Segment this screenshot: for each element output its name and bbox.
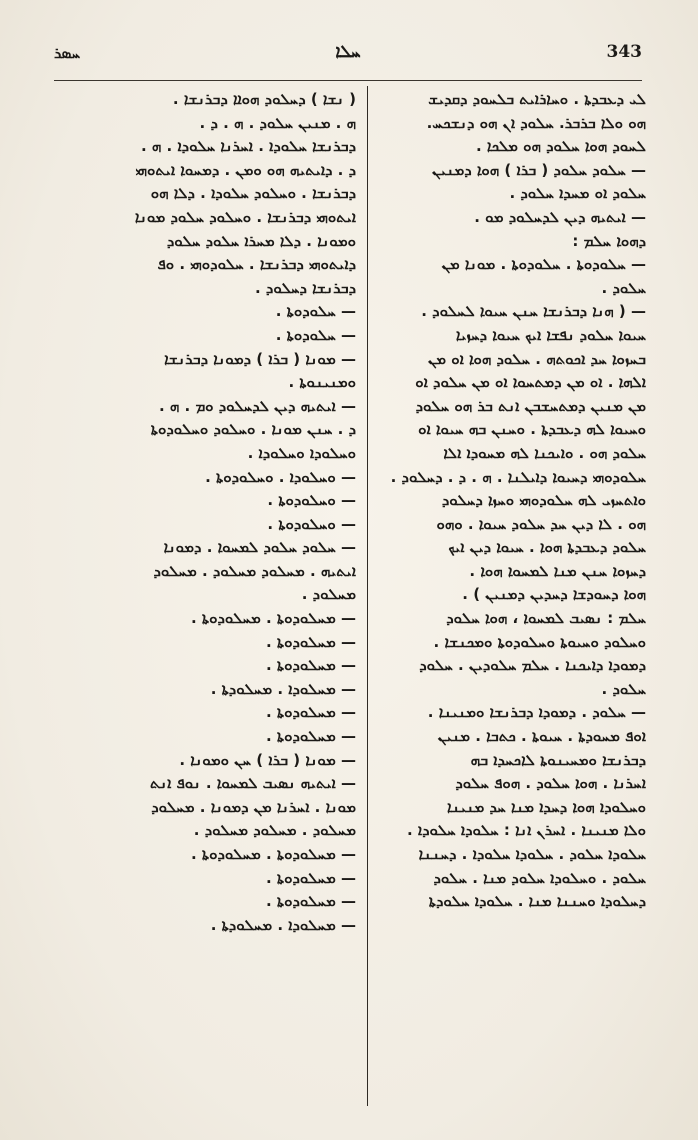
text-line: — ܡܚܠܘܕܘܬܐ . xyxy=(266,632,356,651)
text-line: ܕܗܘܐ ܚܠܡ : xyxy=(572,231,646,250)
text-line: — ܡܚܠܘܕܘܬܐ . xyxy=(266,703,356,722)
text-line: ܚܝܘܐ ܚܠܘܕ ܢܦܫܐ ܐܝܟ ܚܝܘܐ ܕܚܙܝܐ xyxy=(455,325,646,344)
text-line: ( ܢܫܐ ) ܕܚܠܘܕ ܗܘܐܐ ܕܒܪܢܫܐ . xyxy=(172,90,356,108)
text-line: ܕܐܝܬܘܗܝ ܕܒܪܢܫܐ . ܚܠܘܕܘܗܝ . ܘܦ xyxy=(157,255,356,274)
text-line: ܗܘܐ ܕܚܘܕܫܐ ܕܚܕܝܢ ܕܡܢܝܢ ) . xyxy=(462,585,646,604)
column-divider xyxy=(367,86,368,1106)
text-line: ܡܚܠܘܕ . ܡܚܠܘܕ ܡܚܠܘܕ . xyxy=(193,821,356,840)
text-line: ܡܘܢܐ . ܐܚܪܢܐ ܡܢ ܕܡܘܢܐ . ܡܚܠܘܕ xyxy=(151,797,356,816)
text-line: — ܚܠܘܕ ܚܠܘܕ ( ܒܪܐ ) ܗܘܐ ܕܡܢܝܢ xyxy=(432,160,646,179)
text-line: — ܡܘܢܐ ( ܒܪܐ ) ܚܢ ܘܡܘܢܐ . xyxy=(179,750,356,769)
text-line: ܕܒܪܢܫܐ ܕܚܠܘܕ . xyxy=(255,278,356,297)
text-line: — ܡܚܠܘܕܘܬܐ . ܡܚܠܘܕܘܬܐ . xyxy=(191,609,356,628)
text-line: — ܡܚܠܘܕܐ . ܡܚܠܘܕܬܐ . xyxy=(210,679,356,698)
text-line: — ܡܘܢܐ ( ܒܪܐ ) ܕܡܘܢܐ ܕܒܪܢܫܐ xyxy=(164,349,356,368)
text-line: ܕ . ܕܐܝܬܝܗ ܗܘ ܘܡܢ . ܕܡܚܘܐ ܐܝܬܘܗܝ xyxy=(135,160,356,179)
text-line: ܚܠܘܕ . xyxy=(601,278,646,297)
right-text-column xyxy=(380,88,646,914)
text-line: ܡܢ ܡܢܝܢ ܕܡܬܚܫܒܢ ܐܢܬ ܒܪ ܗܘ ܚܠܘܕ xyxy=(415,396,646,415)
left-text-column xyxy=(60,88,356,937)
text-line: — ܚܠܘܕ . ܕܡܘܕܐ ܕܒܪܢܫܐ ܘܡܢܝܢܐ . xyxy=(427,703,646,722)
text-line: ܗ . ܡܢܝܢ ܚܠܘܕ . ܗ . ܕ . xyxy=(199,113,356,132)
text-line: ܚܠܘܕ ܐܘ ܡܚܕܐ ܚܠܘܕ . xyxy=(509,184,646,203)
text-line: — ܘܚܠܘܕܘܬܐ . xyxy=(267,514,356,533)
text-line: — ( ܗܢܐ ܕܒܪܢܫܐ ܚܢܢ ܚܝܘܐ ܠܚܠܘܕ . xyxy=(421,302,646,321)
text-line: ܕܡܘܕܐ ܕܐܝܟܢܐ . ܚܠܡ ܚܠܘܕܝܢ . ܚܠܘܕ xyxy=(419,656,646,675)
text-line: ܠܚܘܕ ܗܘܐ ܚܠܘܕ ܗܘ ܡܠܟܐ . xyxy=(476,137,646,156)
text-line: ܕ . ܚܢܢ ܡܘܢܐ . ܘܚܠܘܕ ܘܚܠܘܕܘܬܐ xyxy=(150,420,356,439)
text-line: ܘܐܬܚܙܝ ܠܗ ܚܠܘܕܘܗܝ ܘܚܙܐ ܕܚܠܘܕ xyxy=(441,491,646,510)
text-line: ܚܠܡ : ܢܣܝܒ ܠܡܚܘܐ ، ܗܘܐ ܚܠܘܕ xyxy=(446,609,646,628)
text-line: — ܡܚܠܘܕܐ . ܡܚܠܘܕܬܐ . xyxy=(210,915,356,934)
text-line: ܕܚܙܘܐ ܚܢܢ ܡܢܐ ܠܡܚܘܐ ܗܘܐ . xyxy=(469,561,646,580)
text-line: — ܘܚܠܘܕܐ . ܘܚܠܘܕܘܬܐ . xyxy=(205,467,356,486)
text-line: ܐܝܬܘܗܝ ܕܒܪܢܫܐ . ܘܚܠܘܕ ܚܠܘܕ ܡܘܢܐ xyxy=(134,207,356,226)
text-line: ܘܡܘܢܐ . ܕܠܐ ܡܚܪܐ ܚܠܘܕ ܚܠܘܕ xyxy=(166,231,356,250)
center-running-head: ܚܠܐ xyxy=(335,42,361,62)
text-line: ܚܠܘܕܐ ܚܠܘܕ . ܚܠܘܕܐ ܚܠܘܕܐ . ܕܚܢܢܐ xyxy=(418,845,646,863)
text-line: ܐܠܗܐ . ܐܘ ܡܢ ܕܡܬܚܘܐ ܐܘ ܡܢ ܚܠܘܕ ܐܘ xyxy=(415,373,646,392)
text-line: ܗܘ . ܠܐ ܕܝܢ ܚܕ ܚܠܘܕ ܚܝܘܐ . ܘܗܘ xyxy=(436,514,646,533)
text-line: ܕܒܪܢܫܐ ܚܠܘܕܐ . ܐܚܪܢܐ ܚܠܘܕܐ . ܗ . xyxy=(141,137,356,156)
text-line: ܘܡܢܝܢܘܬܐ . xyxy=(288,373,356,392)
text-line: ܐܚܪܢܐ . ܗܘܐ ܚܠܘܕ . ܗܘܦ ܚܠܘܕ xyxy=(455,774,646,793)
text-line: ܚܠܘܕܘܗܝ ܕܚܝܘܐ ܕܐܝܠܢܐ . ܗ . ܕ . ܕܚܠܘܕ . xyxy=(390,467,646,486)
text-line: ܐܝܬܝܗ . ܡܚܠܘܕ ܡܚܠܘܕ . ܡܚܠܘܕ xyxy=(153,561,356,580)
text-line: ܒܚܙܘܐ ܚܕ ܐܟܘܬܗ . ܚܠܘܕ ܗܘܐ ܐܘ ܡܢ xyxy=(428,349,646,368)
text-line: — ܡܚܠܘܕܘܬܐ . xyxy=(266,656,356,675)
text-line: — ܡܚܠܘܕܘܬܐ . xyxy=(266,892,356,911)
text-line: — ܐܝܬܝܗ ܕܝܢ ܠܕܚܠܘܕ ܘܡ . ܗ . xyxy=(159,396,356,415)
text-line: ܘܠܐ ܡܢܝܢܐ . ܐܚܪܢ ܐܢܐ : ܚܠܘܕܐ ܚܠܘܕܐ . xyxy=(407,821,646,840)
text-line: ܠܝ ܕܥܒܕܬܐ . ܘܚܐܪܐܝܬ ܒܠܚܘܕ ܕܩܕܝܫ xyxy=(428,90,646,108)
text-line: ܡܚܠܘܕ . xyxy=(301,585,356,604)
text-line: — ܚܠܘܕ ܚܠܘܕ ܠܡܚܘܐ . ܕܡܘܢܐ xyxy=(163,538,356,557)
header-rule xyxy=(54,80,642,81)
text-line: ܘܚܠܘܕܐ ܘܚܠܘܕܐ . xyxy=(247,443,356,462)
text-line: ܕܚܠܘܕܐ ܘܚܢܢܐ ܡܢܐ . ܚܠܘܕܐ ܚܠܘܕܬܐ xyxy=(428,892,646,911)
left-running-head: ܚܣܪ xyxy=(54,44,81,62)
running-header xyxy=(54,40,642,66)
text-line: ܚܠܘܕ ܗܘ . ܘܐܝܟܢܐ ܠܗ ܡܚܘܕܐ ܐܠܐ xyxy=(443,443,646,462)
text-line: — ܐܝܬܝܗ ܕܝܢ ܠܕܚܠܘܕ ܡܘ . xyxy=(474,207,646,226)
text-line: ܕܒܪܢܫܐ ܘܡܚܝܢܘܬܐ ܠܐܟܚܕܐ ܒܗ xyxy=(470,750,646,769)
text-line: ܚܠܘܕ . ܘܚܠܘܕܐ ܚܠܘܕ ܡܢܐ . ܚܠܘܕ xyxy=(433,868,646,887)
text-line: — ܘܚܠܘܕܘܬܐ . xyxy=(267,491,356,510)
text-line: — ܡܚܠܘܕܘܬܐ . ܡܚܠܘܕܘܬܐ . xyxy=(191,845,356,863)
text-line: ܕܒܪܢܫܐ . ܘܚܠܘܕ ܚܠܘܕܐ . ܕܠܐ ܗܘ xyxy=(150,184,356,203)
text-line: — ܡܚܠܘܕܘܬܐ . xyxy=(266,868,356,887)
text-line: ܐܘܦ ܡܚܘܕܬܐ . ܚܝܘܬܐ . ܟܬܒܐ . ܡܢܝܢ xyxy=(437,727,646,746)
text-line: — ܚܠܘܕܘܬܐ . ܚܠܘܕܘܬܐ . ܡܘܢܐ ܡܢ xyxy=(441,255,646,274)
text-line: — ܚܠܘܕܘܬܐ . xyxy=(275,325,356,344)
text-line: ܘܚܠܘܕܐ ܗܘܐ ܕܚܕܐ ܡܢܐ ܚܕ ܡܢܝܢܐ xyxy=(446,797,646,816)
text-line: ܘܚܝܘܐ ܠܗ ܕܥܒܕܬܐ . ܘܚܢܢ ܒܗ ܚܝܘܐ ܐܘ xyxy=(418,420,646,439)
text-line: — ܐܝܬܝܗ ܢܣܝܒ ܠܡܚܘܐ . ܢܘܦ ܐܢܬ xyxy=(150,774,356,793)
text-line: ܚܠܘܕ ܕܥܒܕܬܐ ܗܘܐ . ܚܝܘܐ ܕܝܢ ܐܝܟ xyxy=(448,538,646,557)
text-line: — ܡܚܠܘܕܘܬܐ . xyxy=(266,727,356,746)
text-line: — ܚܠܘܕܘܬܐ . xyxy=(275,302,356,321)
text-line: ܗܘ ܘܠܐ ܒܪܒܪ. ܚܠܘܕ ܐܢ ܗܘ ܕܢܫܟܚ. xyxy=(426,113,646,132)
page-number: 343 xyxy=(606,42,642,62)
text-line: ܚܠܘܕ . xyxy=(601,679,646,698)
text-line: ܘܚܠܘܕ ܘܚܝܘܬܐ ܘܚܠܘܕܘܬܐ ܘܡܟܢܫܐ . xyxy=(433,632,646,651)
